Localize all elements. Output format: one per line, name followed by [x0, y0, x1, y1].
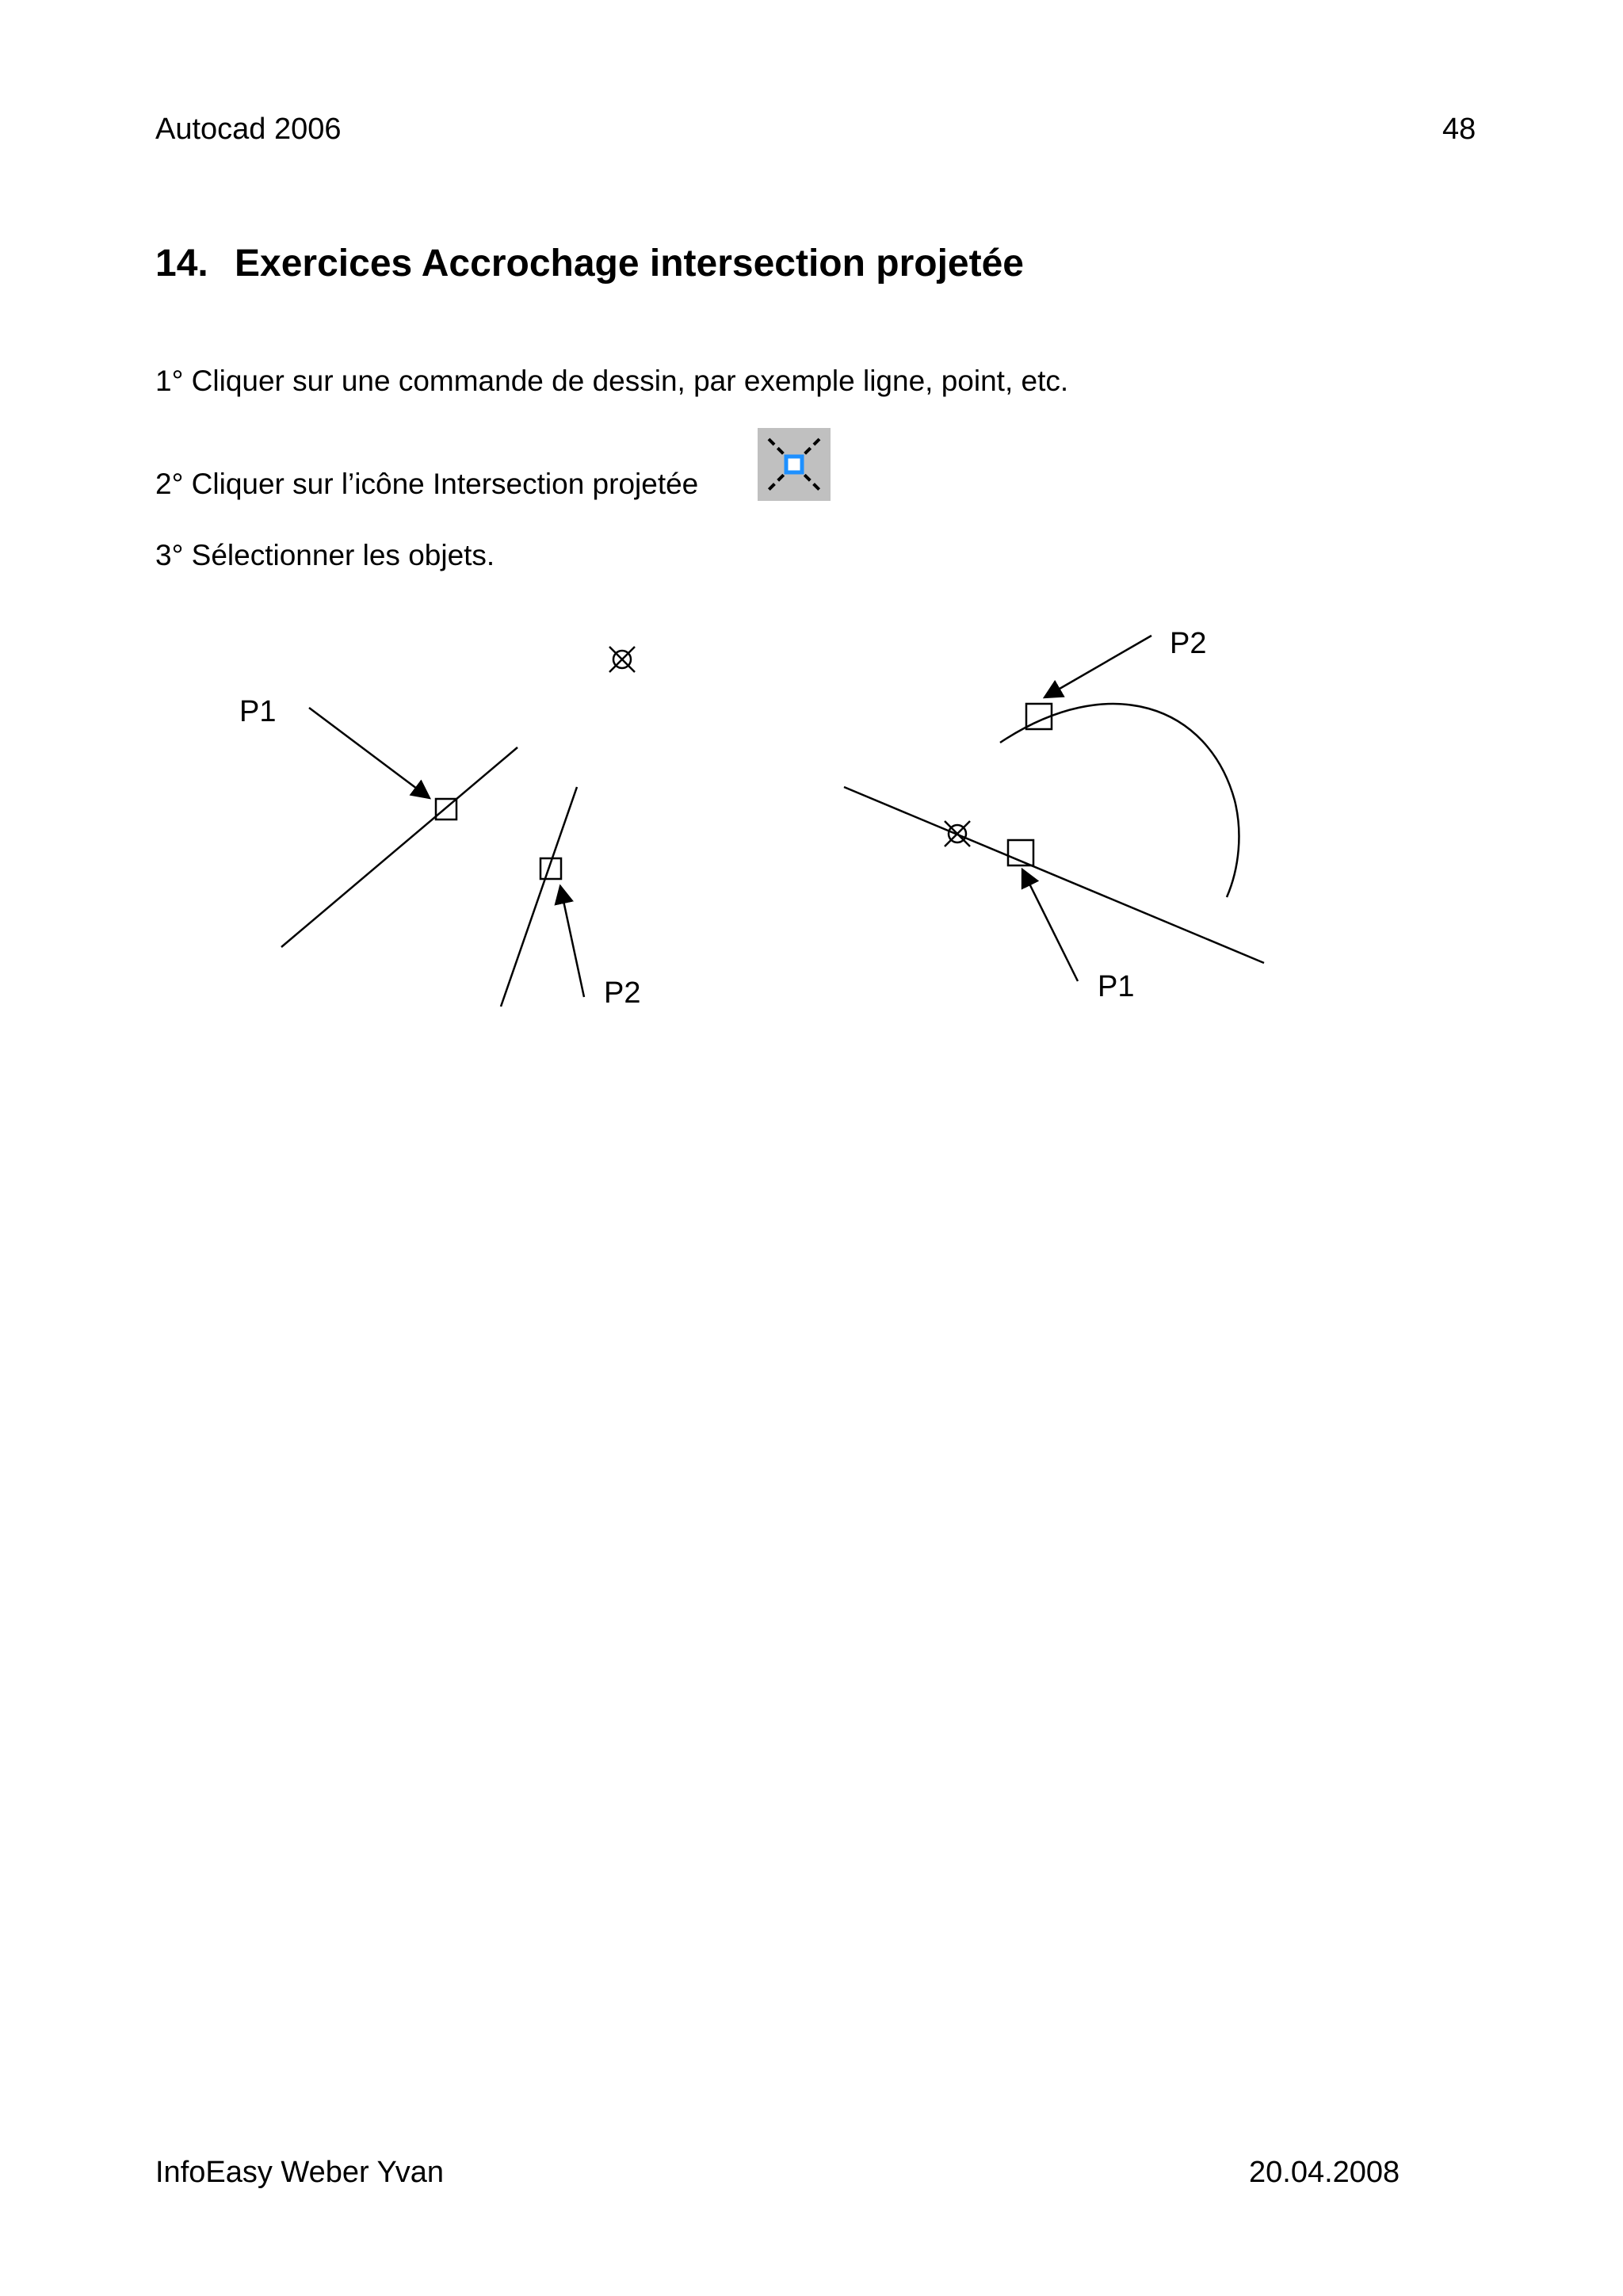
document-title: Autocad 2006 — [155, 113, 342, 146]
left-line-2 — [501, 787, 577, 1007]
p2-arrow — [1044, 636, 1151, 697]
p2-arrow — [560, 886, 584, 997]
apparent-intersection-marker-right — [945, 821, 970, 846]
page-number: 48 — [1442, 113, 1476, 146]
footer-author: InfoEasy Weber Yvan — [155, 2156, 445, 2189]
left-p1-label: P1 — [239, 695, 277, 728]
left-p2-label: P2 — [604, 976, 641, 1010]
right-line — [844, 787, 1264, 963]
figure-right — [844, 636, 1264, 981]
left-line-1 — [281, 747, 517, 947]
right-p2-label: P2 — [1170, 627, 1207, 660]
apparent-intersection-marker-left — [609, 647, 635, 672]
step-1-text: 1° Cliquer sur une commande de dessin, par exemple ligne, point, etc. — [155, 365, 1069, 397]
section-number: 14. — [155, 243, 208, 285]
figure-left — [281, 647, 635, 1007]
p1-arrow — [1022, 869, 1078, 981]
step-3-text: 3° Sélectionner les objets. — [155, 539, 495, 571]
step-2-text: 2° Cliquer sur l’icône Intersection projetée — [155, 468, 699, 500]
p1-arrow — [309, 708, 430, 798]
right-p1-label: P1 — [1098, 970, 1135, 1003]
footer-date: 20.04.2008 — [1249, 2156, 1400, 2189]
section-title: Exercices Accrochage intersection projetée — [235, 243, 1024, 285]
